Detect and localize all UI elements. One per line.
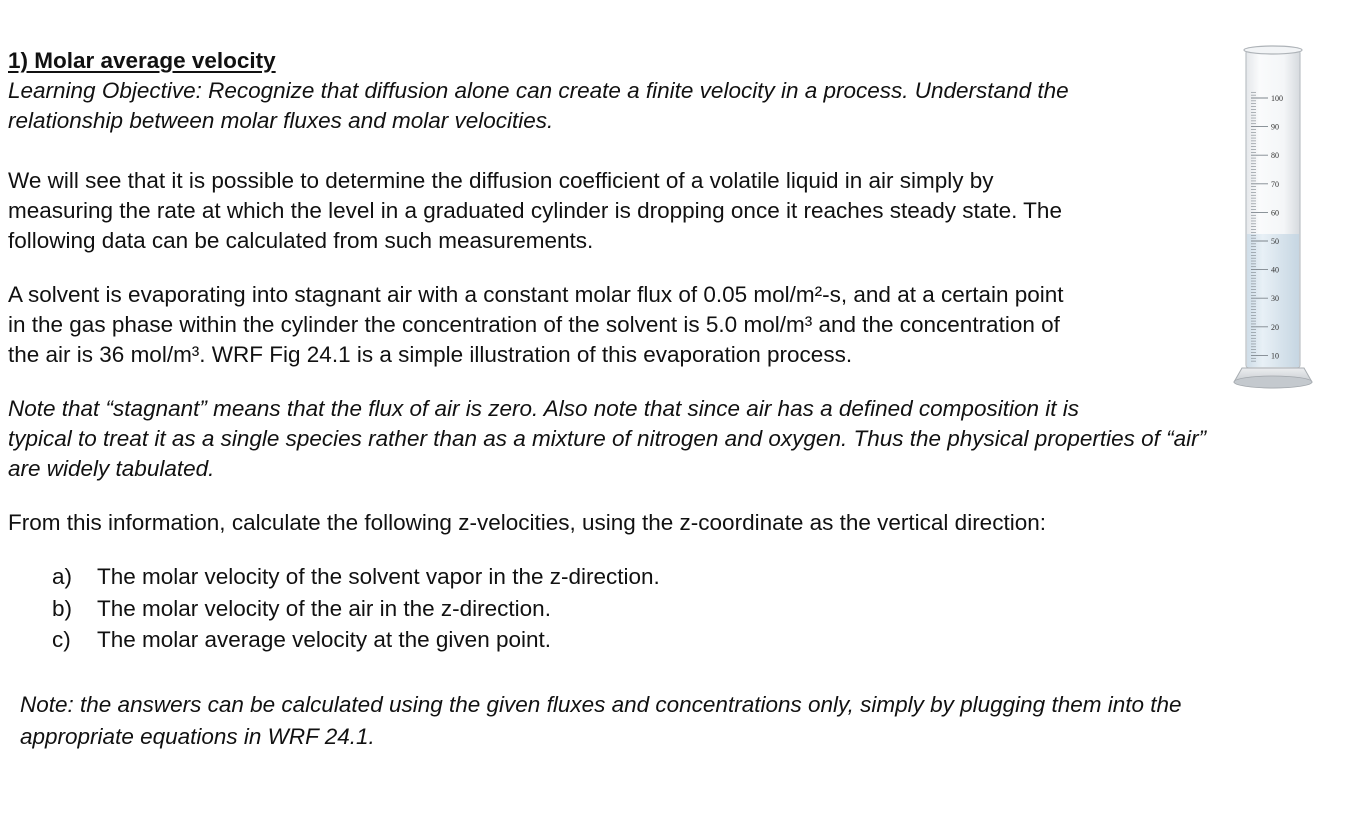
list-item xyxy=(52,562,660,592)
cylinder-scale-label: 80 xyxy=(1271,151,1279,161)
list-item-text: The molar velocity of the solvent vapor in the z-direction. xyxy=(97,564,660,589)
graduated-cylinder-icon xyxy=(1228,44,1316,402)
cylinder-scale-label: 40 xyxy=(1271,265,1279,275)
intro-line-2: measuring the rate at which the level in a graduated cylinder is dropping once it reaches steady state. The xyxy=(8,198,1062,223)
final-note-line-1: Note: the answers can be calculated using the given fluxes and concentrations only, simply by plugging them into the xyxy=(20,692,1182,717)
cylinder-scale-label: 60 xyxy=(1271,208,1279,218)
cylinder-scale-label: 100 xyxy=(1271,94,1283,103)
list-item-text: The molar average velocity at the given point. xyxy=(97,627,551,652)
cylinder-scale-label: 50 xyxy=(1271,237,1279,246)
final-note-line-2: appropriate equations in WRF 24.1. xyxy=(20,724,375,749)
note-line-2: typical to treat it as a single species rather than as a mixture of nitrogen and oxygen. Thus the physical properties of “air” xyxy=(8,426,1207,451)
cylinder-scale-label: 20 xyxy=(1271,322,1279,332)
list-marker: c) xyxy=(52,627,71,652)
intro-line-1: We will see that it is possible to determine the diffusion coefficient of a volatile liquid in air simply by xyxy=(8,168,994,193)
cylinder-scale-label: 70 xyxy=(1271,179,1279,189)
list-marker: a) xyxy=(52,564,73,589)
list-item-text: The molar velocity of the air in the z-direction. xyxy=(97,596,551,621)
problem-title: 1) Molar average velocity xyxy=(8,48,276,73)
cylinder-scale-label: 10 xyxy=(1271,351,1279,361)
given-line-2: in the gas phase within the cylinder the concentration of the solvent is 5.0 mol/m³ and the concentration of xyxy=(8,312,1060,337)
learning-objective-line-2: relationship between molar fluxes and molar velocities. xyxy=(8,108,554,133)
given-line-3: the air is 36 mol/m³. WRF Fig 24.1 is a simple illustration of this evaporation process. xyxy=(8,342,853,367)
list-item xyxy=(52,625,551,655)
learning-objective-line-1: Learning Objective: Recognize that diffusion alone can create a finite velocity in a process. Understand the xyxy=(8,78,1069,103)
task-statement: From this information, calculate the following z-velocities, using the z-coordinate as the vertical direction: xyxy=(8,510,1046,535)
intro-line-3: following data can be calculated from such measurements. xyxy=(8,228,594,253)
list-marker: b) xyxy=(52,596,73,621)
cylinder-scale-label: 90 xyxy=(1271,122,1279,132)
note-line-1: Note that “stagnant” means that the flux of air is zero. Also note that since air has a defined composition it is xyxy=(8,396,1079,421)
list-item xyxy=(52,594,551,624)
given-line-1: A solvent is evaporating into stagnant air with a constant molar flux of 0.05 mol/m²-s, and at a certain point xyxy=(8,282,1064,307)
note-line-3: are widely tabulated. xyxy=(8,456,215,481)
cylinder-scale-label: 30 xyxy=(1271,294,1279,304)
